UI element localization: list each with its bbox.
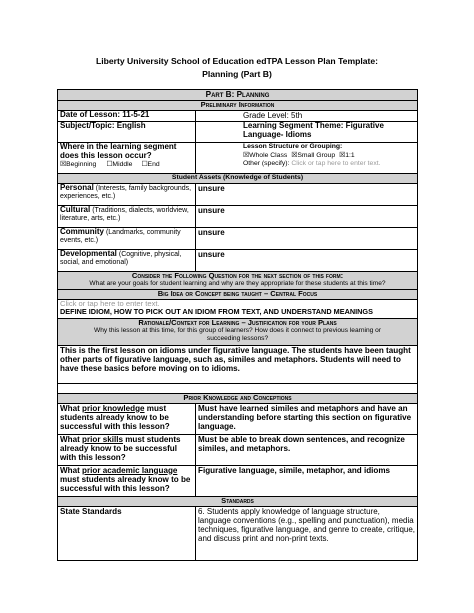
checkbox-whole-class[interactable]: ☒Whole Class — [243, 151, 288, 159]
prior-skills-question: What prior skills must students already know to be successful with this lesson? — [58, 434, 196, 465]
document-title-line1: Liberty University School of Education edTPA Lesson Plan Template: — [95, 56, 379, 66]
state-standards-text[interactable]: 6. Students apply knowledge of language structure, language conventions (e.g., spelling and punctuation), media techniques, figurative language, and genre to create, critique, and discuss print and non-print texts. — [196, 506, 418, 560]
asset-developmental-value[interactable]: unsure — [196, 249, 418, 271]
consider-question-subtitle: What are your goals for student learning and why are they appropriate for these students at this time? — [89, 280, 386, 288]
asset-community-label: Community (Landmarks, community events, etc.) — [58, 227, 196, 249]
grade-level-text: Grade Level: 5th — [243, 111, 303, 120]
big-idea-cell — [58, 299, 418, 318]
asset-developmental-label: Developmental (Cognitive, physical, social, and emotional) — [58, 249, 196, 271]
rationale-title: Rationale/Context for Learning – Justification for your Plans — [138, 318, 337, 327]
date-of-lesson: Date of Lesson: 11-5-21 — [58, 111, 196, 122]
prior-academic-language-answer[interactable]: Figurative language, simile, metaphor, and idioms — [196, 465, 418, 496]
subject-topic: Subject/Topic: English — [58, 122, 196, 143]
part-b-title: Part B: Planning — [58, 90, 418, 101]
consider-question-band — [58, 271, 418, 289]
asset-personal-label: Personal (Interests, family backgrounds, experiences, etc.) — [58, 183, 196, 205]
checkbox-small-group[interactable]: ☒Small Group — [291, 151, 336, 159]
preliminary-info-header: Preliminary Information — [58, 101, 418, 111]
grade-level — [196, 111, 418, 122]
asset-personal-value[interactable]: unsure — [196, 183, 418, 205]
state-standards-label: State Standards — [58, 506, 196, 560]
big-idea-header: Big Idea or Concept being taught – Central Focus — [58, 289, 418, 299]
learning-segment-theme-text: Learning Segment Theme: Figurative Language- Idioms — [243, 121, 384, 139]
learning-segment-theme — [196, 122, 418, 143]
checkbox-end[interactable]: ☐End — [141, 161, 160, 169]
rationale-subtitle: Why this lesson at this time, for this group of learners? How does it connect to previous learning or succeeding lessons? — [94, 327, 381, 342]
prior-skills-answer[interactable]: Must be able to break down sentences, and recognize similes, and metaphors. — [196, 434, 418, 465]
consider-question-title: Consider the Following Question for the next section of this form: — [131, 271, 344, 280]
lesson-structure-label: Lesson Structure or Grouping: — [243, 143, 343, 150]
lesson-structure-cell — [196, 143, 418, 174]
other-specify-label: Other (specify): — [243, 160, 290, 168]
asset-cultural-label: Cultural (Traditions, dialects, worldview, literature, arts, etc.) — [58, 205, 196, 227]
spacer-row — [58, 383, 418, 393]
prior-knowledge-header: Prior Knowledge and Conceptions — [58, 393, 418, 403]
checkbox-one-on-one[interactable]: ☒1:1 — [339, 151, 355, 159]
big-idea-placeholder[interactable]: Click or tap here to enter text. — [60, 299, 160, 308]
lesson-plan-table — [57, 89, 418, 561]
checkbox-middle[interactable]: ☐Middle — [106, 161, 133, 169]
big-idea-text: DEFINE IDIOM, HOW TO PICK OUT AN IDIOM FROM TEXT, AND UNDERSTAND MEANINGS — [60, 307, 373, 317]
prior-academic-language-question: What prior academic language must students already know to be successful with this lesson? — [58, 465, 196, 496]
prior-knowledge-question: What prior knowledge must students already know to be successful with this lesson? — [58, 403, 196, 434]
document-title-line2: Planning (Part B) — [202, 69, 272, 79]
lesson-location-cell — [58, 143, 196, 174]
checkbox-beginning[interactable]: ☒Beginning — [60, 161, 97, 169]
asset-community-value[interactable]: unsure — [196, 227, 418, 249]
rationale-band — [58, 318, 418, 345]
standards-header: Standards — [58, 496, 418, 506]
student-assets-header: Student Assets (Knowledge of Students) — [58, 174, 418, 184]
lesson-location-question: Where in the learning segment does this lesson occur? — [60, 142, 177, 160]
asset-cultural-value[interactable]: unsure — [196, 205, 418, 227]
other-specify-input[interactable]: Click or tap here to enter text. — [291, 160, 381, 168]
prior-knowledge-answer[interactable]: Must have learned similes and metaphors and have an understanding before starting this section on figurative language. — [196, 403, 418, 434]
rationale-text[interactable]: This is the first lesson on idioms under figurative language. The students have been taught other parts of figurative language, such as, similes and metaphors. Students will need to have these basics before moving on to idioms. — [58, 345, 418, 383]
